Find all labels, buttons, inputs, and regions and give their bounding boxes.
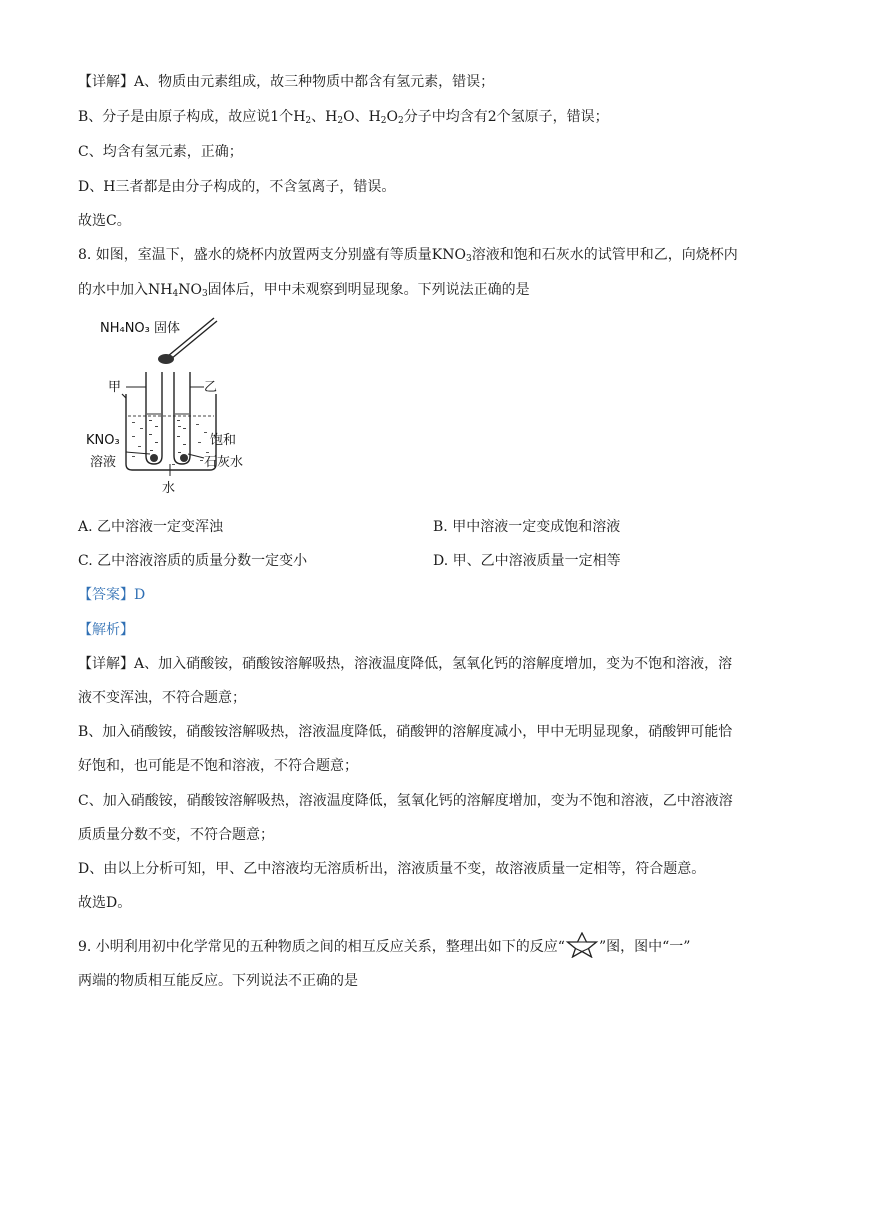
- q8-detail-line: 好饱和，也可能是不饱和溶液，不符合题意；: [78, 758, 358, 774]
- label-yi: 乙: [204, 380, 218, 395]
- q9-stem-line1-post: ”图，图中“一”: [598, 939, 691, 955]
- q8-answer: 【答案】D: [78, 587, 146, 603]
- beaker-diagram: [86, 314, 261, 504]
- label-water: 水: [162, 481, 176, 496]
- q7-sub: 2: [305, 116, 312, 126]
- q8-stem-line2-no: NO: [178, 282, 202, 298]
- label-kno3: KNO₃: [86, 433, 120, 448]
- q8-sub: 3: [201, 289, 208, 299]
- q7-detail-b-o: O: [386, 109, 398, 125]
- q8-option-c[interactable]: C. 乙中溶液溶质的质量分数一定变小: [78, 553, 308, 569]
- q9-stem-line2: 两端的物质相互能反应。下列说法不正确的是: [78, 973, 358, 989]
- q8-option-a[interactable]: A. 乙中溶液一定变浑浊: [78, 519, 224, 535]
- q7-detail-a: 【详解】A、物质由元素组成，故三种物质中都含有氢元素，错误；: [78, 74, 495, 90]
- q8-conclusion: 故选D。: [78, 895, 132, 911]
- q8-detail-line: 质质量分数不变，不符合题意；: [78, 827, 274, 843]
- test-tube-yi: [174, 372, 190, 464]
- label-nh4no3-solid: NH₄NO₃ 固体: [100, 321, 181, 336]
- q7-detail-b: [78, 107, 609, 127]
- q7-sub: 2: [337, 116, 344, 126]
- beaker: [126, 394, 216, 470]
- yi-liquid-pattern: [177, 420, 186, 453]
- q7-sub: 2: [398, 116, 404, 126]
- star-diagram-icon: [565, 932, 599, 958]
- jia-liquid-pattern: [149, 420, 158, 451]
- q8-sub: 3: [466, 254, 472, 264]
- q8-stem-line2-post: 固体后，甲中未观察到明显现象。下列说法正确的是: [207, 282, 530, 298]
- q9-stem-line1: [78, 932, 690, 958]
- q8-stem-line2: [78, 280, 530, 300]
- label-solution: 溶液: [90, 455, 117, 470]
- q8-stem-line1-pre: 8. 如图，室温下，盛水的烧杯内放置两支分别盛有等质量KNO: [78, 247, 466, 263]
- test-tube-jia: [146, 372, 162, 464]
- q7-detail-b-mid2: O、H: [343, 109, 381, 125]
- q7-detail-b-mid1: 、H: [311, 109, 338, 125]
- q8-analysis-title: 【解析】: [78, 622, 134, 638]
- q7-detail-c: C、均含有氢元素，正确；: [78, 144, 243, 160]
- q8-detail-line: B、加入硝酸铵，硝酸铵溶解吸热，溶液温度降低，硝酸钾的溶解度减小，甲中无明显现象，硝酸钾可能恰: [78, 724, 733, 740]
- q8-stem-line1-post: 溶液和饱和石灰水的试管甲和乙，向烧杯内: [471, 247, 738, 263]
- q8-detail-line: D、由以上分析可知，甲、乙中溶液均无溶质析出，溶液质量不变，故溶液质量一定相等，符合题意。: [78, 861, 706, 877]
- q8-stem-line2-pre: 的水中加入NH: [78, 282, 173, 298]
- water-pattern: [132, 422, 209, 465]
- q7-conclusion: 故选C。: [78, 213, 131, 229]
- q7-detail-b-post: 分子中均含有2个氢原子，错误；: [403, 109, 609, 125]
- q8-sub: 4: [172, 289, 179, 299]
- yi-precipitate: [180, 454, 188, 462]
- q9-stem-line1-pre: 9. 小明利用初中化学常见的五种物质之间的相互反应关系，整理出如下的反应“: [78, 939, 565, 955]
- q7-detail-d: D、H三者都是由分子构成的，不含氢离子，错误。: [78, 179, 396, 195]
- q8-detail-line: 【详解】A、加入硝酸铵，硝酸铵溶解吸热，溶液温度降低，氢氧化钙的溶解度增加，变为不饱和溶液，溶: [78, 656, 733, 672]
- nh4no3-solid: [158, 354, 174, 364]
- jia-crystal: [150, 454, 158, 462]
- label-saturated: 饱和: [210, 433, 237, 448]
- q8-stem-line1: [78, 245, 738, 265]
- q8-detail-line: C、加入硝酸铵，硝酸铵溶解吸热，溶液温度降低，氢氧化钙的溶解度增加，变为不饱和溶液，乙中溶液溶: [78, 793, 733, 809]
- q8-option-d[interactable]: D. 甲、乙中溶液质量一定相等: [433, 553, 621, 569]
- q7-sub: 2: [380, 116, 387, 126]
- label-limewater: 石灰水: [204, 455, 244, 470]
- q8-option-b[interactable]: B. 甲中溶液一定变成饱和溶液: [433, 519, 621, 535]
- label-jia: 甲: [108, 380, 122, 395]
- q7-detail-b-pre: B、分子是由原子构成，故应说1个H: [78, 109, 306, 125]
- q8-detail-line: 液不变浑浊，不符合题意；: [78, 690, 246, 706]
